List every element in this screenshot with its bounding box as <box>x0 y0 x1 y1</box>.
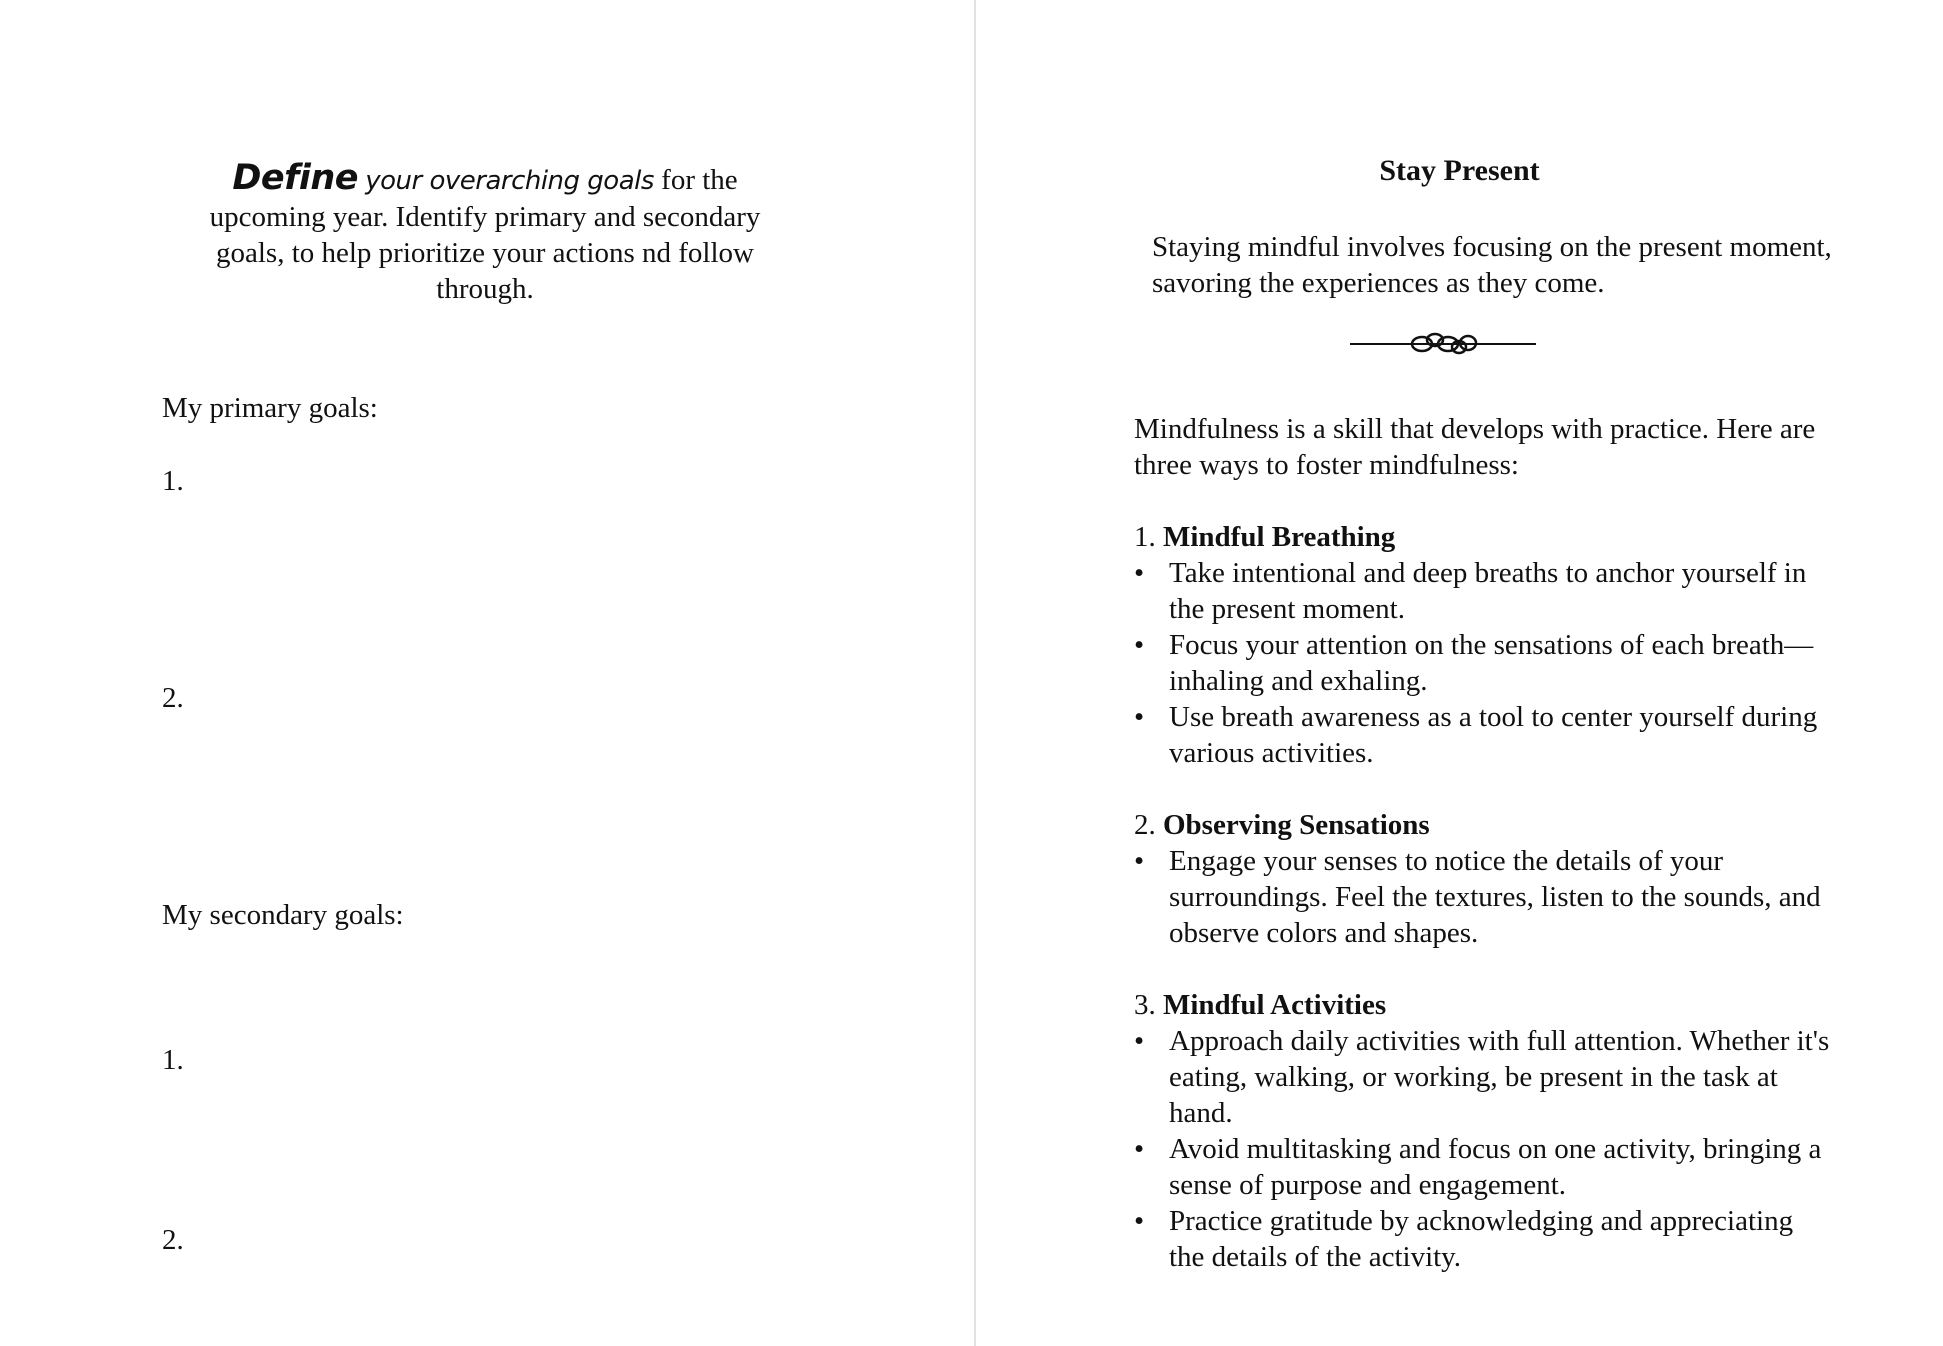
section-heading <box>1134 519 1834 555</box>
right-page <box>976 0 1943 1346</box>
bullet-list <box>1134 1023 1834 1275</box>
section-title: Mindful Breathing <box>1163 521 1396 553</box>
section-observing-sensations <box>1134 807 1834 951</box>
section-number: 2. <box>1134 809 1156 841</box>
bullet-list <box>1134 843 1834 951</box>
primary-goal-number: 1. <box>162 465 184 497</box>
goals-intro-text: for the upcoming year. Identify primary and secondary goals, to help prioritize your actions nd follow through. <box>209 164 761 305</box>
list-item: • Take intentional and deep breaths to anchor yourself in the present moment. <box>1134 555 1834 627</box>
section-heading <box>1134 807 1834 843</box>
goals-intro <box>180 160 790 307</box>
list-item: • Avoid multitasking and focus on one activity, bringing a sense of purpose and engagement. <box>1134 1131 1834 1203</box>
section-heading <box>1134 987 1834 1023</box>
list-item: • Focus your attention on the sensations of each breath—inhaling and exhaling. <box>1134 627 1834 699</box>
primary-goals-label: My primary goals: <box>162 392 378 424</box>
list-item: • Use breath awareness as a tool to center yourself during various activities. <box>1134 699 1834 771</box>
list-item: • Practice gratitude by acknowledging and appreciating the details of the activity. <box>1134 1203 1834 1275</box>
define-word: Define <box>232 158 358 198</box>
secondary-goal-number: 2. <box>162 1224 184 1256</box>
primary-goal-number: 2. <box>162 682 184 714</box>
intro-paragraph: Staying mindful involves focusing on the present moment, savoring the experiences as they come. <box>1152 231 1832 299</box>
section-number: 3. <box>1134 989 1156 1021</box>
section-mindful-activities <box>1134 987 1834 1275</box>
flourish-divider-icon <box>1350 329 1536 359</box>
page-title: Stay Present <box>1379 154 1540 187</box>
lead-paragraph: Mindfulness is a skill that develops with practice. Here are three ways to foster mindfulness: <box>1134 413 1816 481</box>
mindfulness-body <box>1134 411 1834 1275</box>
section-title: Observing Sensations <box>1163 809 1430 841</box>
list-item: • Approach daily activities with full attention. Whether it's eating, walking, or working, be present in the task at hand. <box>1134 1023 1834 1131</box>
section-mindful-breathing <box>1134 519 1834 771</box>
section-title: Mindful Activities <box>1163 989 1387 1021</box>
section-number: 1. <box>1134 521 1156 553</box>
secondary-goals-label: My secondary goals: <box>162 899 404 931</box>
secondary-goal-number: 1. <box>162 1044 184 1076</box>
list-item: • Engage your senses to notice the details of your surroundings. Feel the textures, listen to the sounds, and observe colors and shapes. <box>1134 843 1834 951</box>
bullet-list <box>1134 555 1834 771</box>
goals-phrase: your overarching goals <box>365 166 654 196</box>
